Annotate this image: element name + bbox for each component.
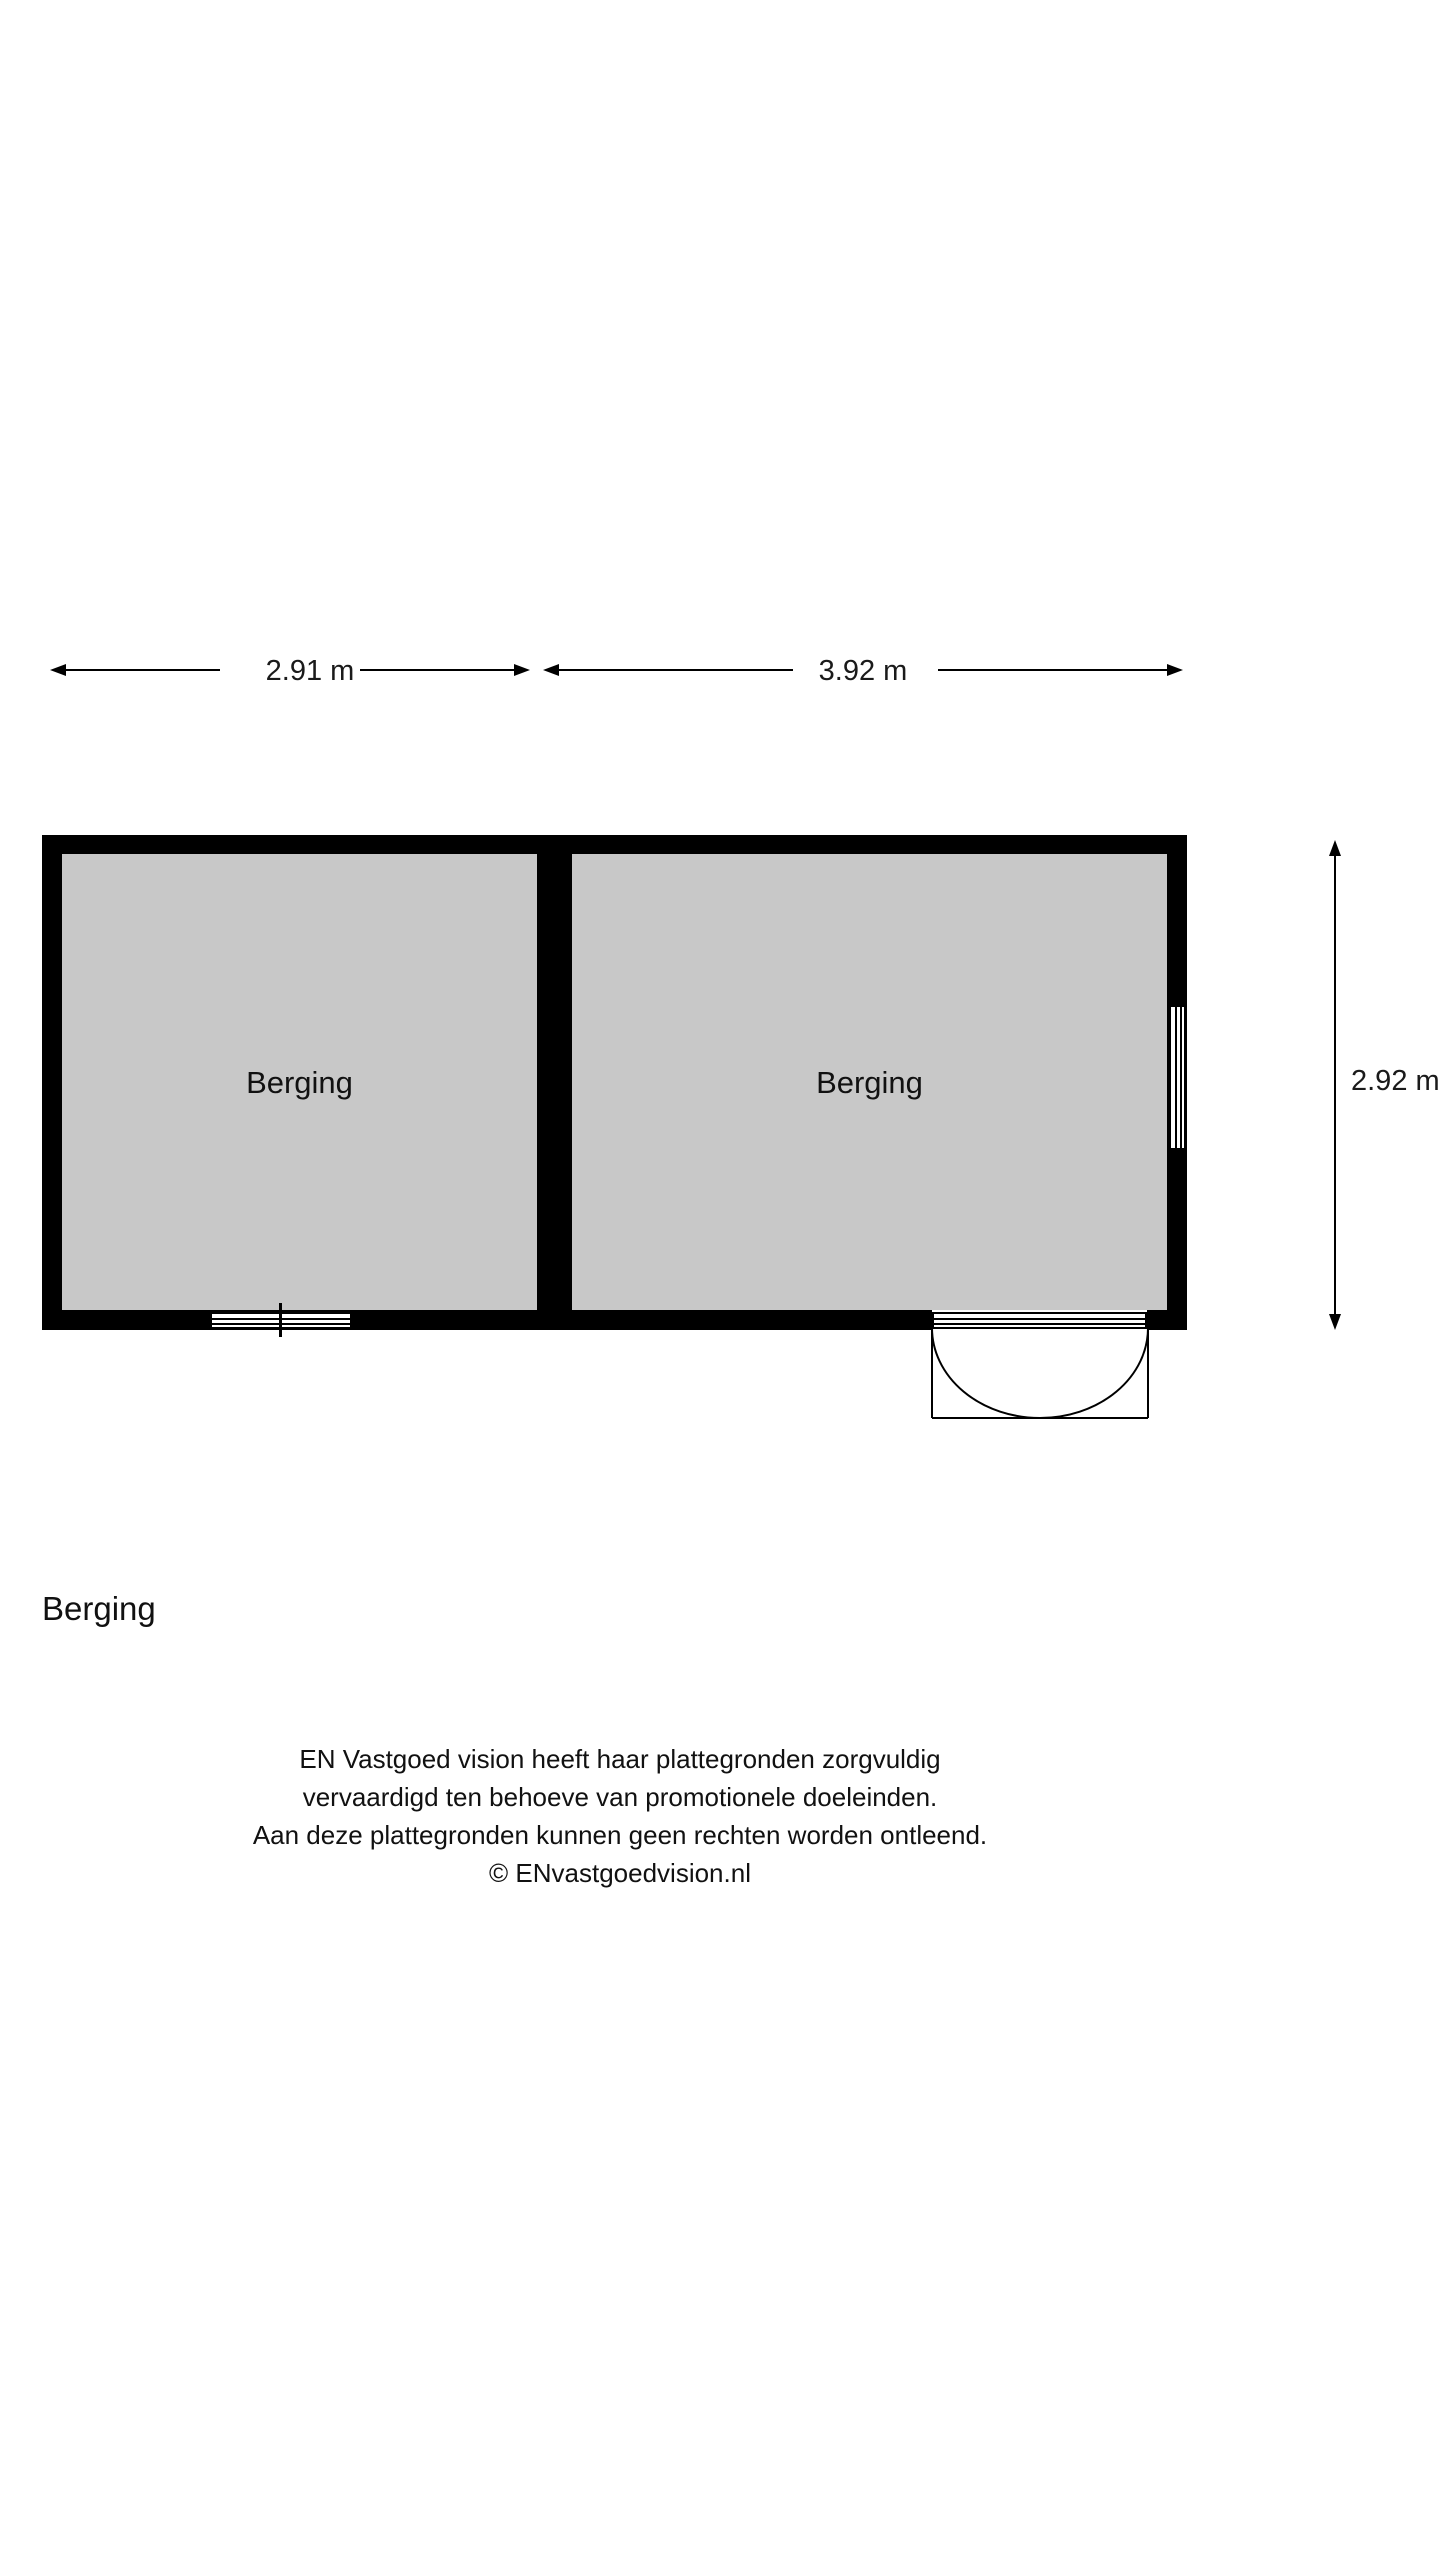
dimension-label-top-left: 2.91 m	[265, 655, 355, 687]
window-mullion-left	[279, 1303, 282, 1337]
disclaimer-copyright: © ENvastgoedvision.nl	[489, 1858, 751, 1888]
door-threshold-hatch	[932, 1312, 1147, 1329]
disclaimer-line-3: Aan deze plattegronden kunnen geen rechten worden ontleend.	[252, 1820, 988, 1850]
floor-title: Berging	[42, 1590, 156, 1627]
disclaimer-line-2: vervaardigd ten behoeve van promotionele doeleinden.	[302, 1782, 938, 1812]
disclaimer-line-1: EN Vastgoed vision heeft haar plattegronden zorgvuldig	[299, 1744, 941, 1774]
dimension-label-top-right: 3.92 m	[818, 655, 908, 687]
room-label-berging-right: Berging	[816, 1065, 923, 1100]
dimension-label-right: 2.92 m	[1351, 1065, 1440, 1097]
door-swing-icon	[930, 1328, 1150, 1420]
room-label-berging-left: Berging	[246, 1065, 353, 1100]
window-icon-right-room	[1169, 1005, 1186, 1150]
